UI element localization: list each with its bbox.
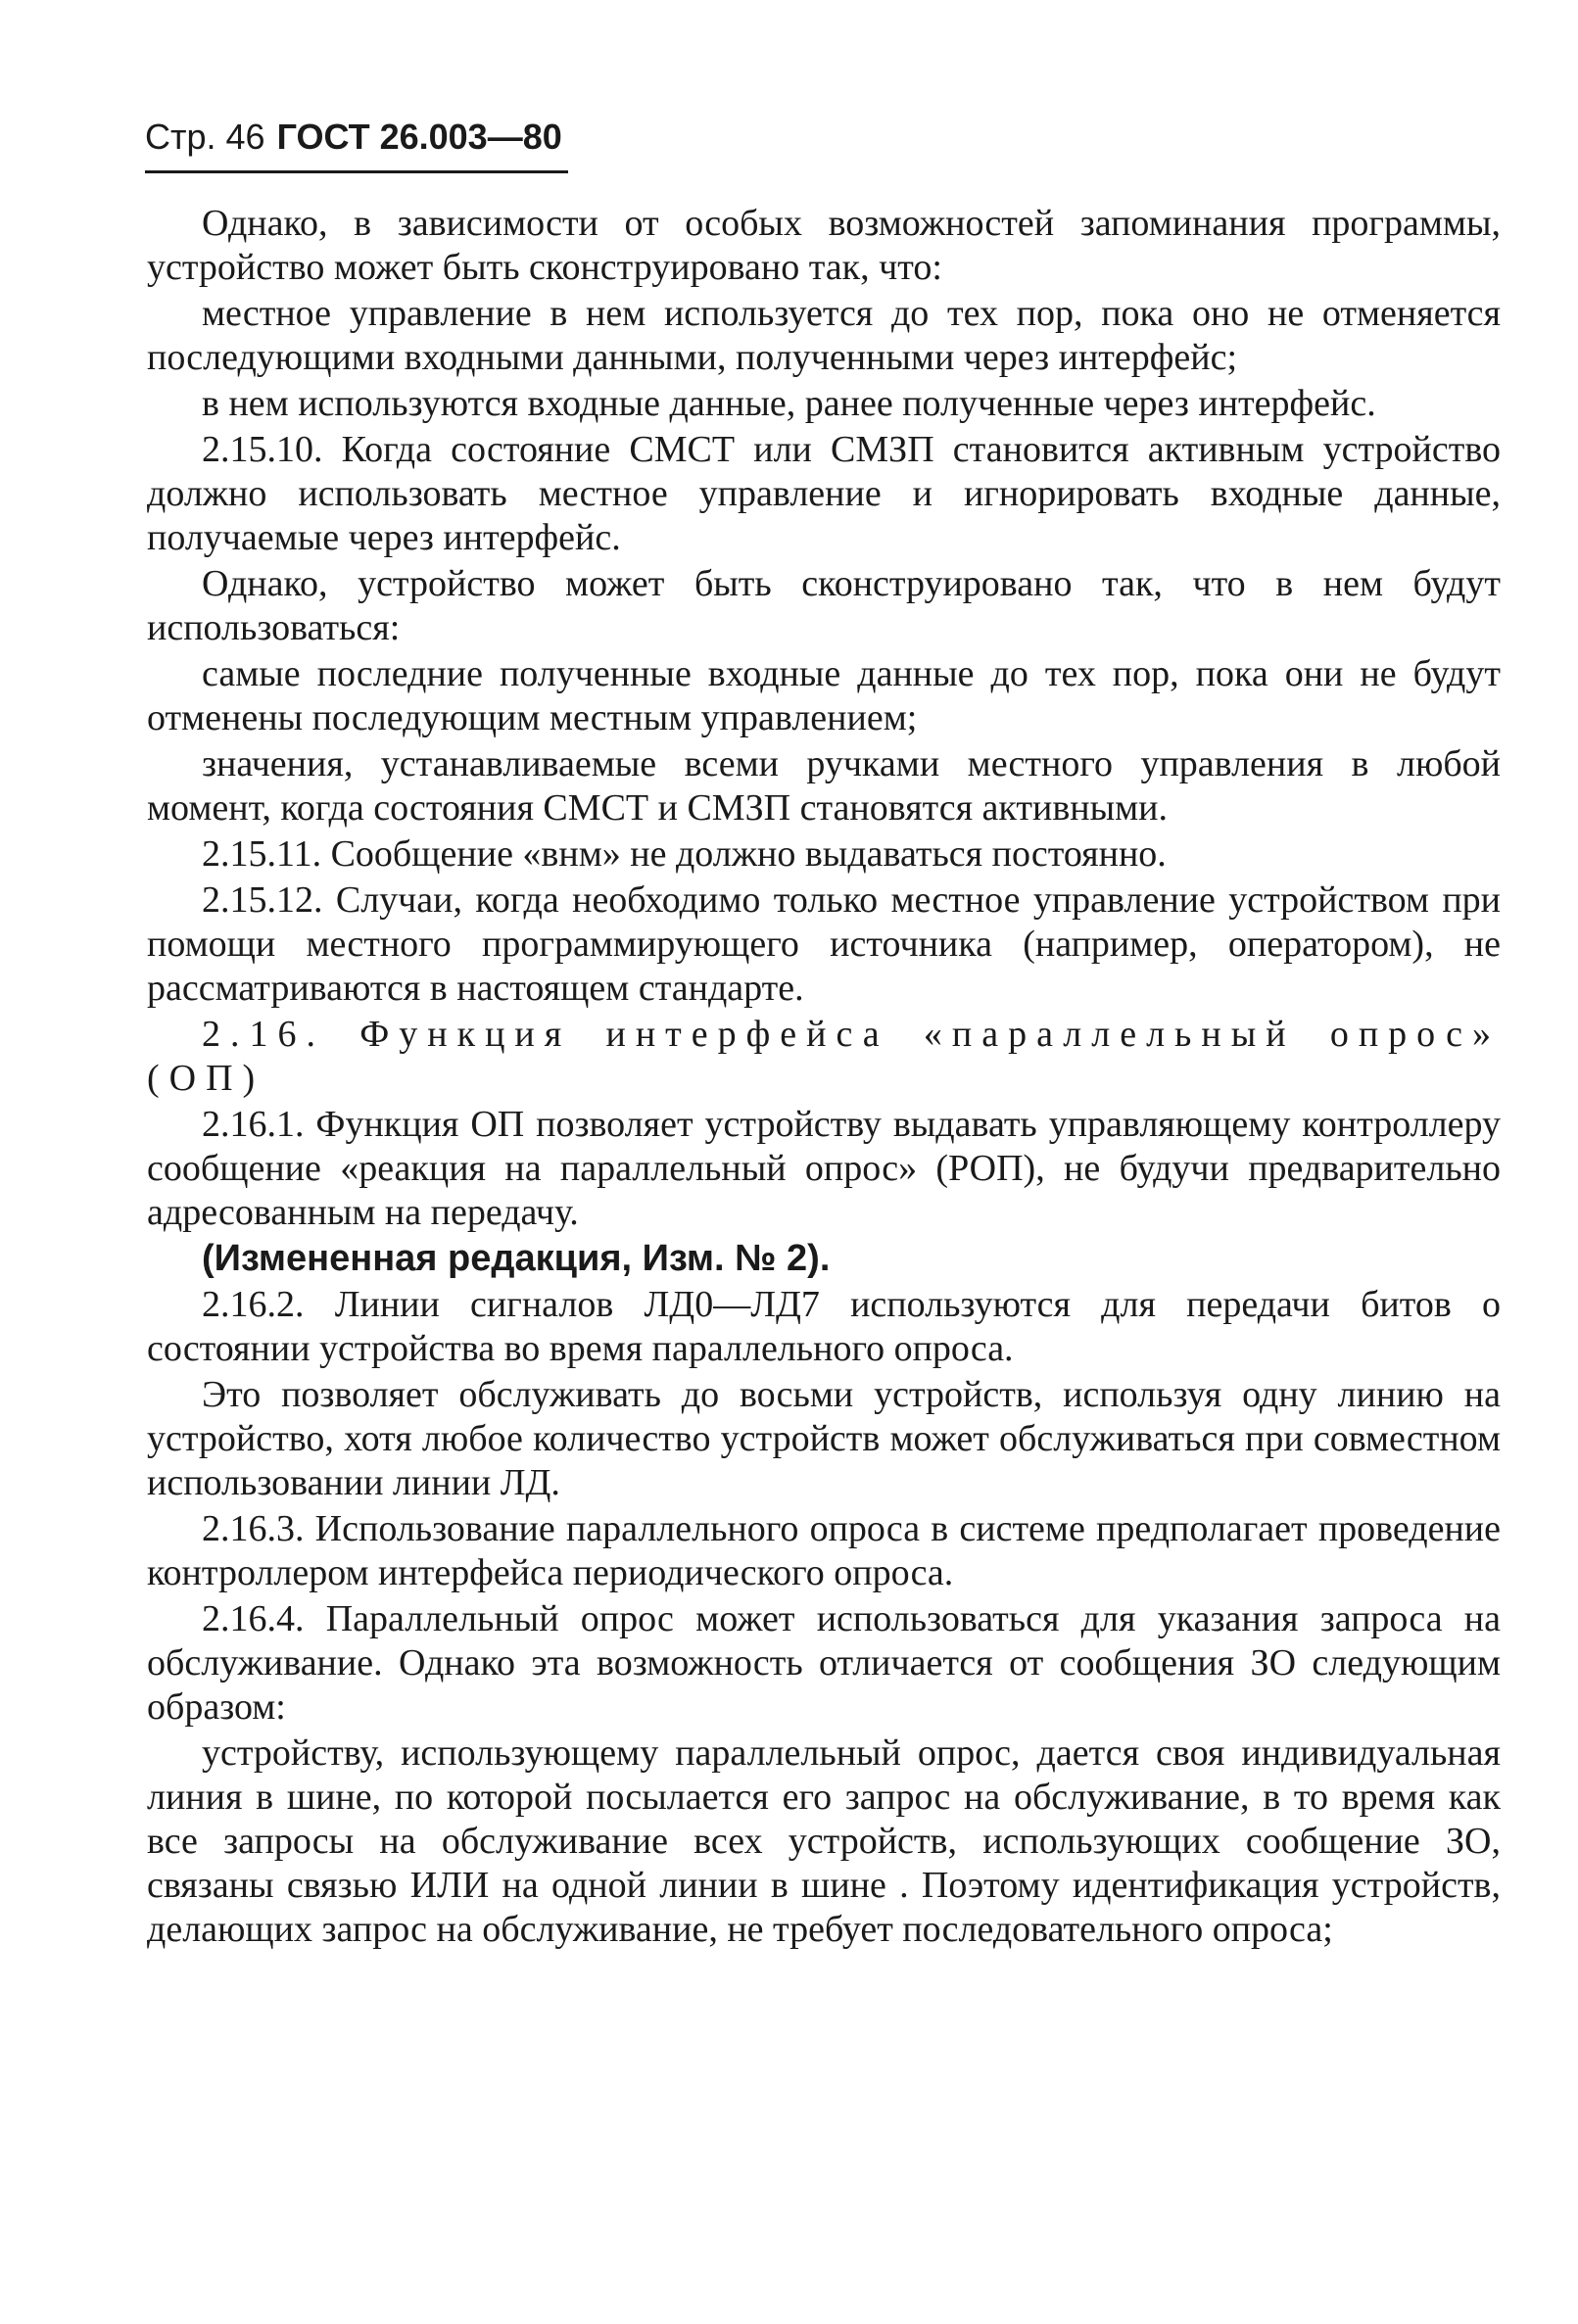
running-head xyxy=(145,116,576,159)
paragraph: Это позволяет обслуживать до восьми устройств, используя одну линию на устройство, хотя любое количество устройств может обслуживаться при совместном использовании линии ЛД. xyxy=(147,1374,1501,1503)
page-header xyxy=(145,116,576,173)
clause-2-16-3: 2.16.3. Использование параллельного опроса в системе предполагает проведение контроллером интерфейса периодического опроса. xyxy=(147,1508,1501,1593)
document-body xyxy=(147,202,1501,1954)
header-rule xyxy=(145,170,568,173)
standard-designation: ГОСТ 26.003—80 xyxy=(276,117,562,157)
clause-2-16-2: 2.16.2. Линии сигналов ЛД0—ЛД7 используются для передачи битов о состоянии устройства во время параллельного опроса. xyxy=(147,1284,1501,1369)
clause-2-16-4: 2.16.4. Параллельный опрос может использоваться для указания запроса на обслуживание. Однако эта возможность отличается от сообщения ЗО следующим образом: xyxy=(147,1598,1501,1728)
clause-2-15-11: 2.15.11. Сообщение «внм» не должно выдаваться постоянно. xyxy=(202,833,1167,875)
clause-2-15-10: 2.15.10. Когда состояние СМСТ или СМЗП становится активным устройство должно использовать местное управление и игнорировать входные данные, получаемые через интерфейс. xyxy=(147,429,1501,558)
paragraph: Однако, устройство может быть сконструировано так, что в нем будут использоваться: xyxy=(147,563,1501,648)
section-heading-2-16: 2.16. Функция интерфейса «параллельный опрос» (ОП) xyxy=(147,1014,1501,1099)
list-item: местное управление в нем используется до тех пор, пока оно не отменяется последующими входными данными, полученными через интерфейс; xyxy=(147,293,1501,378)
amendment-note: (Измененная редакция, Изм. № 2). xyxy=(202,1238,831,1279)
list-item: в нем используются входные данные, ранее полученные через интерфейс. xyxy=(202,383,1376,424)
clause-2-15-12: 2.15.12. Случаи, когда необходимо только местное управление устройством при помощи местного программирующего источника (например, оператором), не рассматриваются в настоящем стандарте. xyxy=(147,879,1501,1009)
paragraph: Однако, в зависимости от особых возможностей запоминания программы, устройство может быть сконструировано так, что: xyxy=(147,203,1501,288)
page-number: Стр. 46 xyxy=(145,117,265,157)
list-item: устройству, использующему параллельный опрос, дается своя индивидуальная линия в шине, по которой посылается его запрос на обслуживание, в то время как все запросы на обслуживание всех устройств, использующих сообщение ЗО, связаны связью ИЛИ на одной линии в шине . Поэтому идентификация устройств, делающих запрос на обслуживание, не требует последовательного опроса; xyxy=(147,1732,1501,1950)
list-item: значения, устанавливаемые всеми ручками местного управления в любой момент, когда состояния СМСТ и СМЗП становятся активными. xyxy=(147,743,1501,829)
clause-2-16-1: 2.16.1. Функция ОП позволяет устройству выдавать управляющему контроллеру сообщение «реакция на параллельный опрос» (РОП), не будучи предварительно адресованным на передачу. xyxy=(147,1104,1501,1233)
list-item: самые последние полученные входные данные до тех пор, пока они не будут отменены последующим местным управлением; xyxy=(147,653,1501,738)
